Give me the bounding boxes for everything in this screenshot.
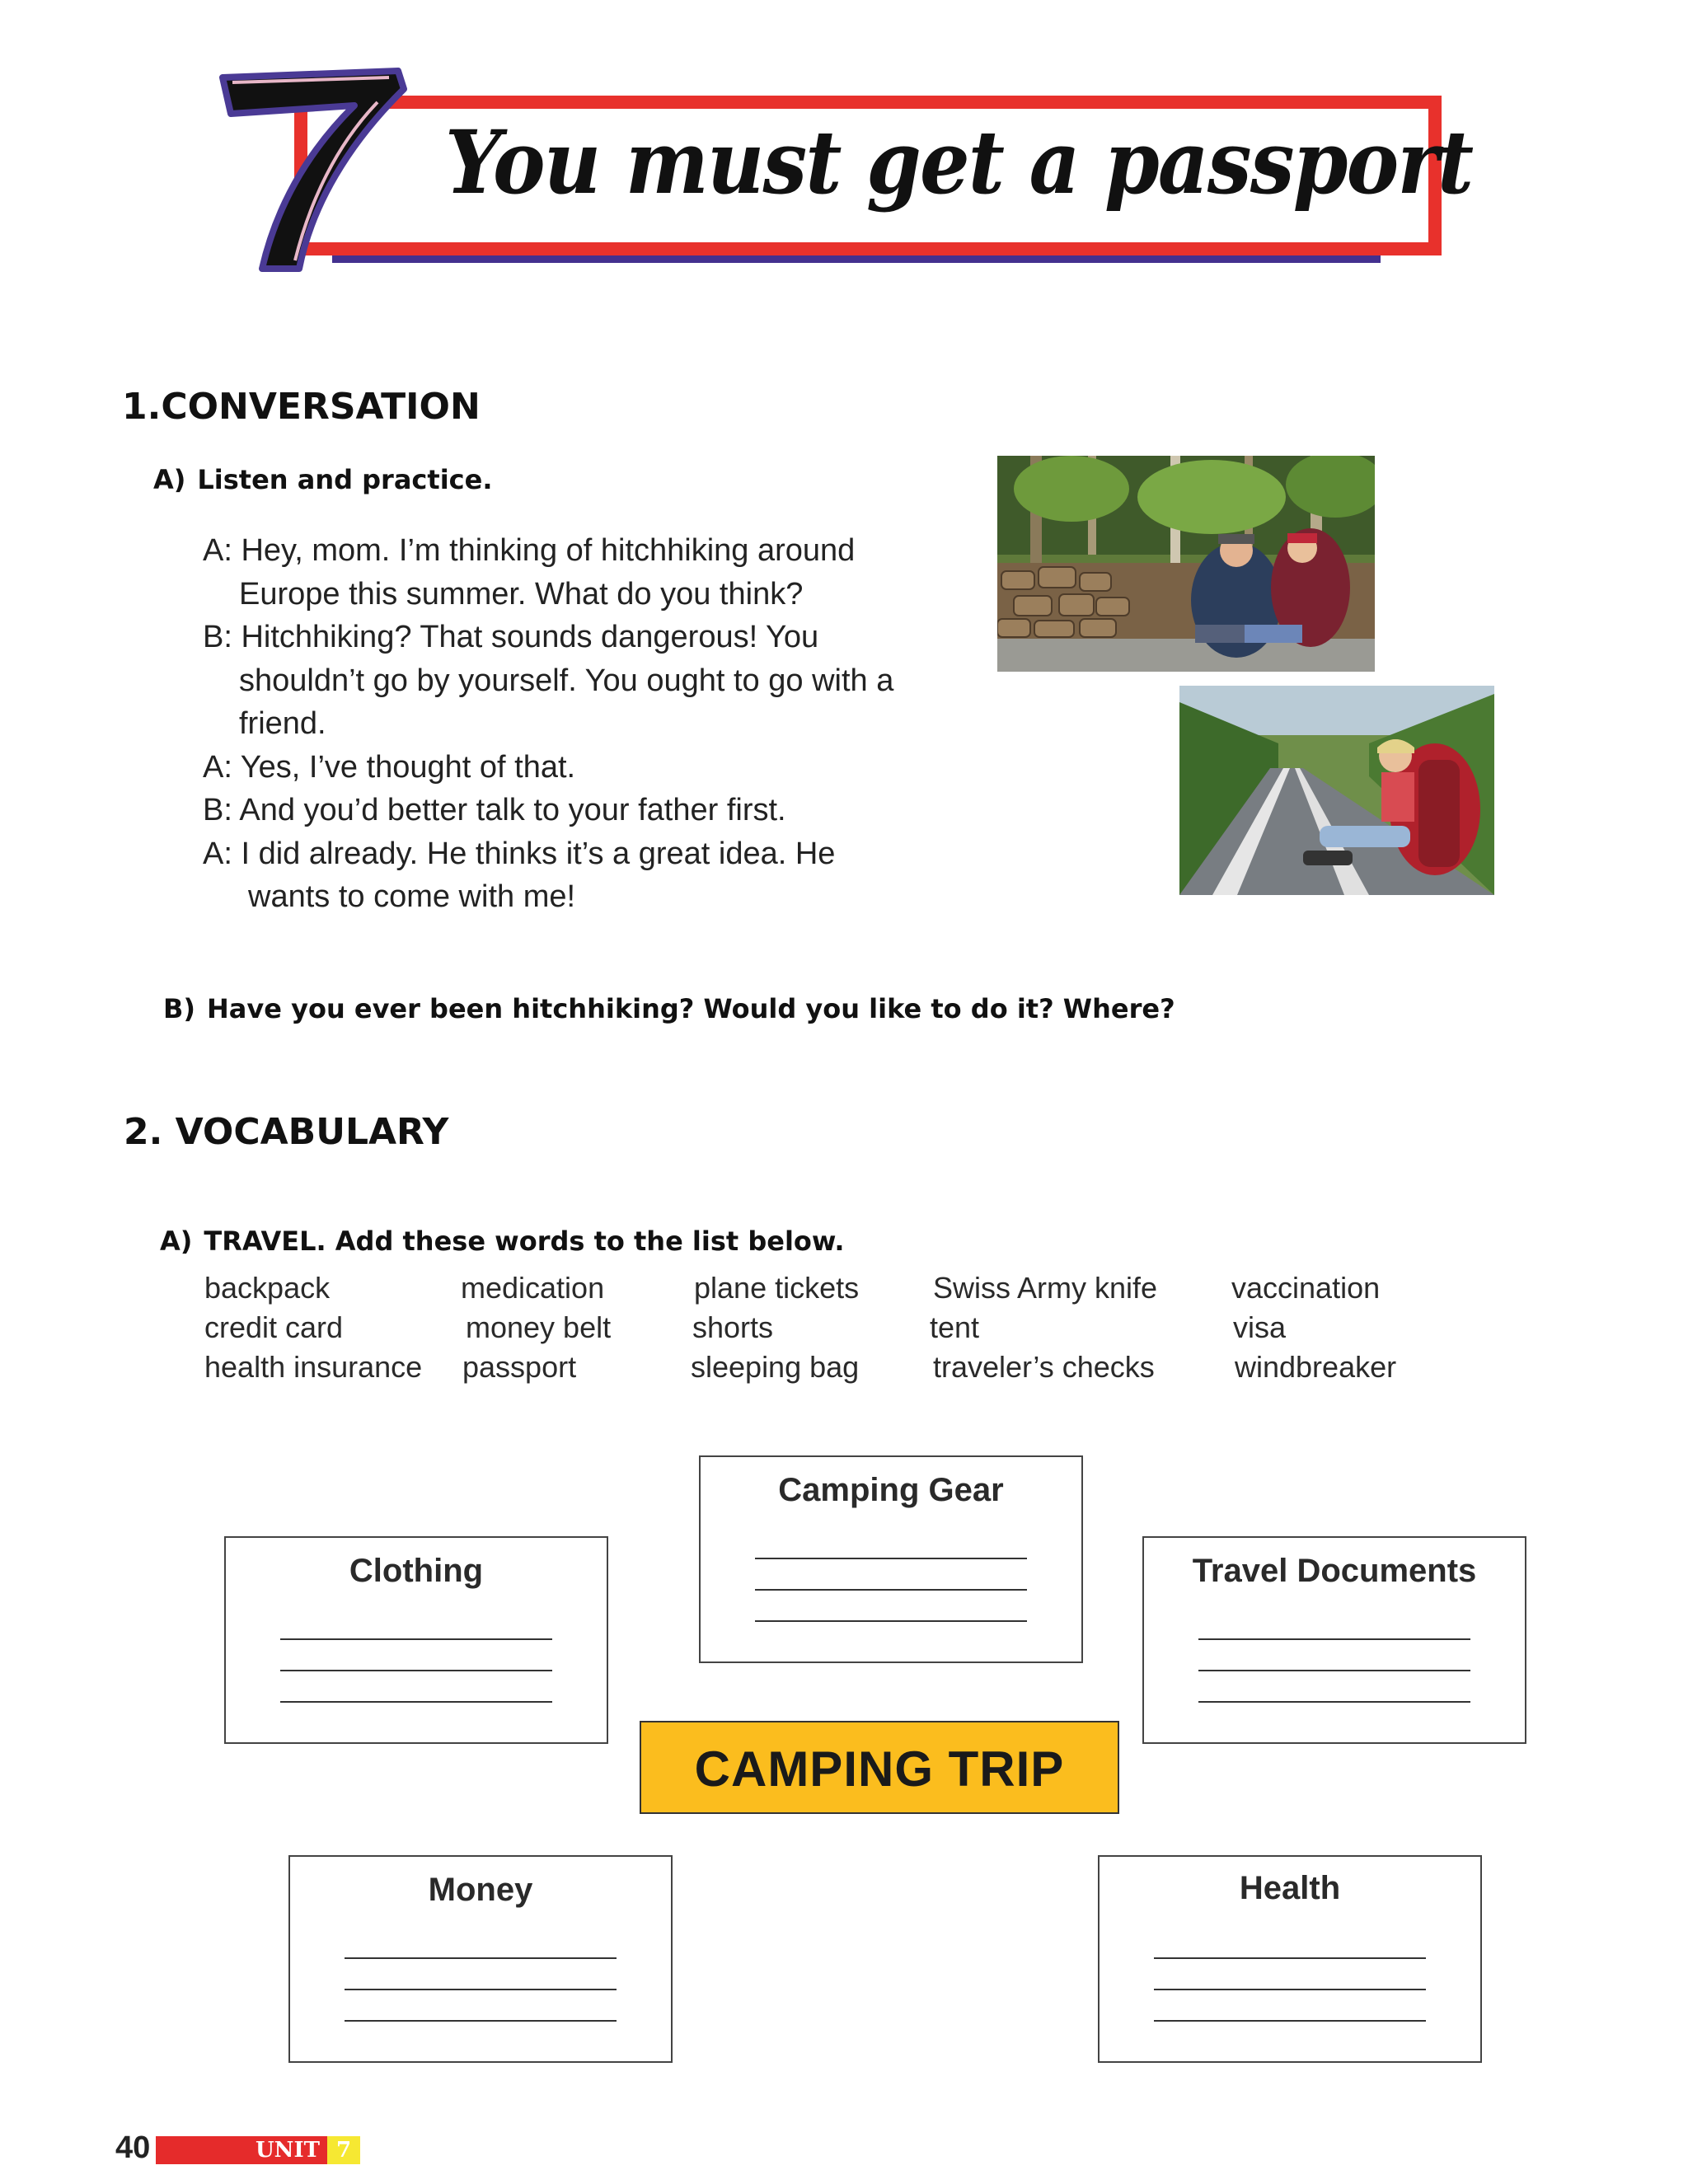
word-item: medication: [461, 1271, 605, 1305]
answer-line: [280, 1670, 552, 1671]
section-title-conversation: 1.CONVERSATION: [122, 386, 481, 428]
dialogue-line: wants to come with me!: [248, 879, 576, 914]
dialogue-line: A: I did already. He thinks it’s a great idea. He: [203, 836, 836, 871]
hitchhikers-by-stone-wall-photo: [997, 456, 1375, 672]
dialogue-line: A: Yes, I’ve thought of that.: [203, 749, 576, 785]
unit-title: You must get a passport: [445, 110, 1473, 213]
category-title: Money: [428, 1872, 533, 1908]
category-title: Health: [1239, 1870, 1341, 1906]
part-letter: B): [163, 993, 196, 1024]
camping-trip-label: CAMPING TRIP: [640, 1721, 1119, 1814]
answer-line: [1198, 1701, 1470, 1703]
category-box-camping-gear: [699, 1455, 1083, 1663]
part-letter: A): [153, 464, 186, 495]
word-item: shorts: [692, 1310, 774, 1344]
word-item: tent: [930, 1310, 980, 1344]
dialogue-line: friend.: [239, 706, 326, 741]
footer-unit-number: 7: [327, 2136, 360, 2164]
part-instruction: Have you ever been hitchhiking? Would you like to do it? Where?: [207, 993, 1175, 1024]
conversation-part-a-heading: [153, 464, 492, 495]
answer-line: [280, 1701, 552, 1703]
category-box-travel-documents: [1142, 1536, 1526, 1744]
word-bank: [204, 1271, 1457, 1394]
dialogue-line: Europe this summer. What do you think?: [239, 576, 804, 612]
page-number: 40: [115, 2130, 151, 2165]
word-item: sleeping bag: [691, 1350, 860, 1384]
vocabulary-part-a-heading: [160, 1226, 845, 1257]
word-item: plane tickets: [694, 1271, 860, 1305]
dialogue-line: shouldn’t go by yourself. You ought to go with a: [239, 663, 894, 698]
answer-line: [1154, 1957, 1426, 1959]
answer-line: [345, 1957, 617, 1959]
answer-line: [1154, 1989, 1426, 1990]
word-item: visa: [1233, 1310, 1287, 1344]
unit-number-7-graphic: [213, 53, 419, 279]
answer-line: [755, 1620, 1027, 1622]
word-item: backpack: [204, 1271, 331, 1305]
section-title-vocabulary: 2. VOCABULARY: [124, 1111, 449, 1153]
word-item: windbreaker: [1235, 1350, 1397, 1384]
answer-line: [755, 1589, 1027, 1591]
part-instruction: TRAVEL. Add these words to the list below.: [204, 1226, 845, 1257]
part-letter: A): [160, 1226, 193, 1257]
answer-line: [280, 1638, 552, 1640]
word-item: vaccination: [1231, 1271, 1381, 1305]
category-box-clothing: [224, 1536, 608, 1744]
category-title: Clothing: [349, 1553, 484, 1589]
word-item: traveler’s checks: [933, 1350, 1155, 1384]
category-box-money: [288, 1855, 673, 2063]
part-instruction: Listen and practice.: [197, 464, 493, 495]
word-item: Swiss Army knife: [933, 1271, 1158, 1305]
category-title: Camping Gear: [778, 1472, 1004, 1508]
dialogue-line: A: Hey, mom. I’m thinking of hitchhiking around: [203, 533, 856, 568]
word-item: money belt: [466, 1310, 612, 1344]
hitchhiker-on-road-photo: [1179, 686, 1494, 895]
answer-line: [1154, 2020, 1426, 2022]
dialogue: [203, 529, 961, 919]
word-item: credit card: [204, 1310, 344, 1344]
answer-line: [1198, 1670, 1470, 1671]
word-item: passport: [462, 1350, 577, 1384]
conversation-part-b-heading: [163, 993, 1175, 1024]
footer-unit-label: UNIT: [256, 2138, 320, 2163]
answer-line: [755, 1558, 1027, 1559]
dialogue-line: B: Hitchhiking? That sounds dangerous! You: [203, 620, 819, 654]
dialogue-line: B: And you’d better talk to your father first.: [203, 793, 786, 827]
answer-line: [345, 2020, 617, 2022]
category-box-health: [1098, 1855, 1482, 2063]
word-item: health insurance: [204, 1350, 423, 1384]
answer-line: [1198, 1638, 1470, 1640]
category-title: Travel Documents: [1192, 1553, 1477, 1589]
answer-line: [345, 1989, 617, 1990]
